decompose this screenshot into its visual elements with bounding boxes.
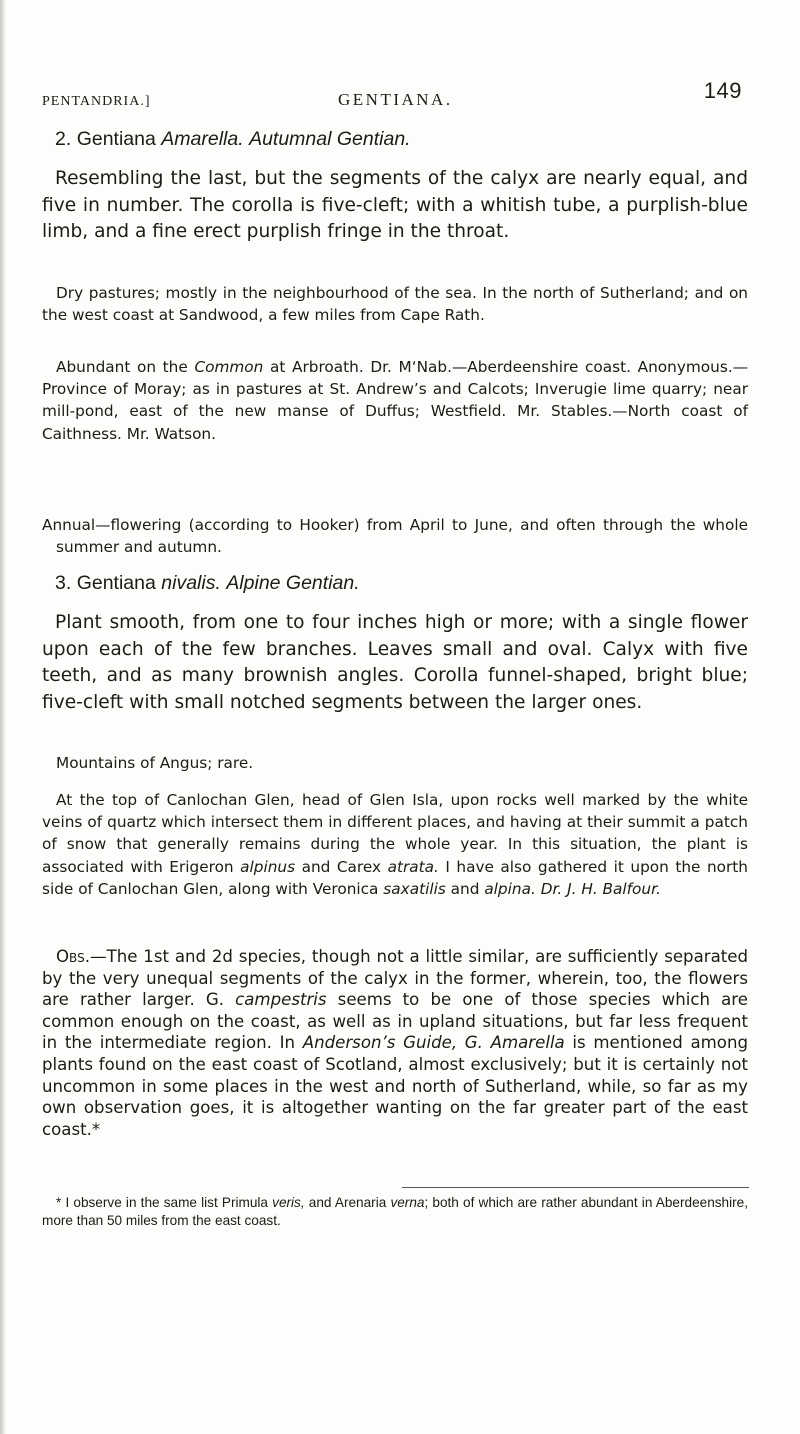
page-edge-shadow <box>0 0 6 1434</box>
species-3-heading-block <box>42 570 748 596</box>
locality-italic-alpinus: alpinus <box>240 857 296 876</box>
species-3-locality <box>42 789 748 900</box>
species-2-flowering: Annual—flowering (according to Hooker) from April to June, and often through the whole summer and autumn. <box>42 516 748 557</box>
footnote-block <box>42 1194 748 1230</box>
observation-text-1: —The 1st and 2d species, though not a little similar, are sufficiently separated by the very unequal segments of the calyx in the former, wherein, too, the flowers are rather larger. G. <box>42 947 748 1010</box>
locality-authority: Dr. J. H. Balfour. <box>540 879 661 898</box>
observation-text-2: seems to be one of those species which are common enough on the coast, as well as in upland situations, but far less frequent in the intermediate region. In <box>42 990 748 1053</box>
locality-italic-atrata: atrata. <box>387 857 439 876</box>
footnote-text-2: and Arenaria <box>304 1195 391 1210</box>
species-2-heading-block <box>42 126 748 152</box>
observation-text-3: is mentioned among plants found on the east coast of Scotland, almost exclusively; but it is certainly not uncommon in some places in the west and north of Sutherland, while, so far as my own observation goes, it is altogether wanting on the far greater part of the east coast.* <box>42 1033 749 1139</box>
localities-text-2: at Arbroath. Dr. M‘Nab.—Aberdeenshire coast. Anonymous.—Province of Moray; as in pastures at St. Andrew’s and Calcots; Inverugie lime quarry; near mill-pond, east of the new manse of Duffus; Westfield. Mr. Stables.—North coast of Caithness. Mr. Watson. <box>42 358 748 443</box>
species-2-habitat: Dry pastures; mostly in the neighbourhood of the sea. In the north of Sutherland; and on the west coast at Sandwood, a few miles from Cape Rath. <box>42 284 748 325</box>
footnote-italic-verna: verna <box>390 1195 425 1210</box>
locality-text-4: and <box>445 879 485 898</box>
locality-italic-alpina: alpina. <box>484 879 536 898</box>
species-2-flowering-block <box>42 514 748 558</box>
species-2-localities <box>42 356 748 445</box>
localities-italic-common: Common <box>194 358 264 376</box>
species-2-common-name: Autumnal Gentian. <box>249 128 411 150</box>
species-2-localities-block <box>42 356 748 445</box>
species-2-habitat-block <box>42 282 748 326</box>
running-head-section: PENTANDRIA.] <box>42 94 151 109</box>
observation-block <box>42 946 748 1140</box>
page-number: 149 <box>703 78 742 103</box>
observation-italic-campestris: campestris <box>235 990 327 1010</box>
species-3-genus: Gentiana <box>76 572 156 594</box>
observation-label: Obs. <box>56 947 90 966</box>
footnote-italic-veris: veris, <box>272 1195 305 1210</box>
species-2-genus: Gentiana <box>76 128 156 150</box>
running-head-genus: GENTIANA. <box>338 90 453 109</box>
observation-italic-guide: Anderson’s Guide, G. Amarella <box>302 1033 565 1053</box>
species-3-heading <box>42 570 748 596</box>
footnote-rule <box>402 1187 749 1188</box>
species-3-epithet: nivalis. <box>161 572 221 594</box>
footnote <box>42 1194 748 1230</box>
species-3-description: Plant smooth, from one to four inches high or more; with a single flower upon each of the few branches. Leaves small and oval. Calyx with five teeth, and as many brownish angles. Corolla funnel-shaped, bright blue; five-cleft with small notched segments between the larger ones. <box>42 612 748 713</box>
running-head <box>42 78 742 116</box>
footnote-text-1: * I observe in the same list Primula <box>56 1195 273 1210</box>
locality-text-3: I have also gathered it upon the north side of Canlochan Glen, along with Veronica <box>42 857 748 898</box>
species-3-locality-block <box>42 789 748 900</box>
species-3-number: 3. <box>55 572 72 594</box>
localities-text-1: Abundant on the <box>56 358 195 376</box>
species-3-description-block <box>42 610 748 716</box>
species-2-description-block <box>42 166 748 246</box>
footnote-text-3: ; both of which are rather abundant in Aberdeenshire, more than 50 miles from the east coast. <box>42 1195 748 1228</box>
species-2-heading <box>42 126 748 152</box>
species-2-number: 2. <box>55 128 72 150</box>
locality-text-2: and Carex <box>295 857 388 876</box>
species-3-habitat-block <box>42 752 748 774</box>
locality-italic-saxatilis: saxatilis <box>383 879 446 898</box>
locality-text-1: At the top of Canlochan Glen, head of Glen Isla, upon rocks well marked by the white veins of quartz which intersect them in different places, and having at their summit a patch of snow that generally remains during the whole year. In this situation, the plant is associated with Erigeron <box>42 791 748 876</box>
species-2-epithet: Amarella. <box>161 128 244 150</box>
species-3-common-name: Alpine Gentian. <box>226 572 360 594</box>
species-3-habitat: Mountains of Angus; rare. <box>56 754 254 772</box>
species-2-description: Resembling the last, but the segments of the calyx are nearly equal, and five in number. The corolla is five-cleft; with a whitish tube, a purplish-blue limb, and a fine erect purplish fringe in the throat. <box>42 168 748 242</box>
observation-paragraph <box>42 946 748 1140</box>
